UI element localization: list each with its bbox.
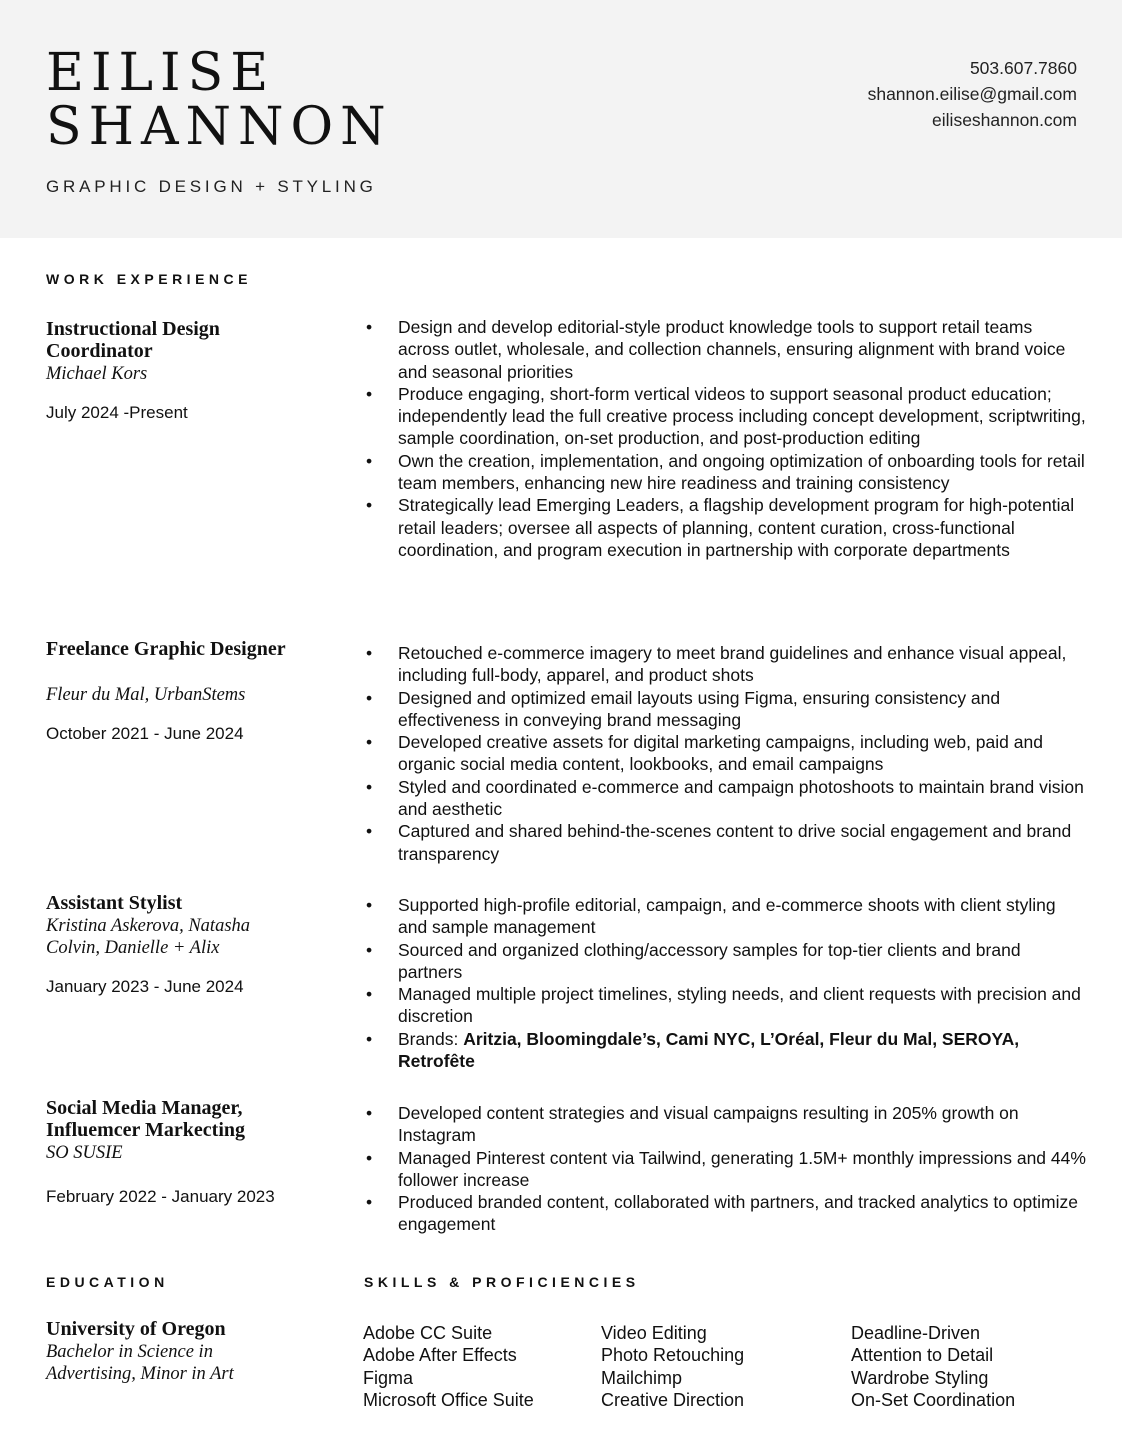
work-experience-heading: WORK EXPERIENCE: [46, 271, 252, 287]
job-bullet: • Produced branded content, collaborated with partners, and tracked analytics to optimize engagement: [398, 1191, 1088, 1236]
job-dates: February 2022 - January 2023: [46, 1187, 275, 1206]
phone-number[interactable]: 503.607.7860: [969, 58, 1077, 78]
job-company: SO SUSIE: [46, 1143, 123, 1163]
first-name: EILISE: [46, 43, 276, 103]
skill-item: Video Editing: [601, 1323, 707, 1343]
skill-item: Microsoft Office Suite: [363, 1389, 534, 1410]
job-title: Social Media Manager, Influemcer Markecting: [46, 1097, 246, 1141]
brands-label: Brands:: [398, 1028, 464, 1049]
job-dates: July 2024 -Present: [46, 403, 188, 422]
job-bullet: • Own the creation, implementation, and ongoing optimization of onboarding tools for retail team members, enhancing new hire readiness and training consistency: [398, 450, 1088, 495]
website-link[interactable]: eiliseshannon.com: [932, 110, 1077, 130]
job-bullet: • Managed multiple project timelines, styling needs, and client requests with precision and discretion: [398, 983, 1088, 1028]
job-dates: October 2021 - June 2024: [46, 724, 244, 743]
job-bullet: • Designed and optimized email layouts using Figma, ensuring consistency and effectiveness in conveying brand messaging: [398, 687, 1088, 732]
job-title: Instructional Design Coordinator: [46, 318, 220, 362]
school-name: University of Oregon: [46, 1318, 226, 1340]
email-address[interactable]: shannon.eilise@gmail.com: [867, 84, 1077, 104]
job-bullet: • Strategically lead Emerging Leaders, a flagship development program for high-potential retail leaders; oversee all aspects of planning, content curation, cross-functional coordination, and program execution in partnership with corporate departments: [398, 494, 1088, 561]
skill-item: Mailchimp: [601, 1367, 683, 1388]
job-bullet: • Produce engaging, short-form vertical videos to support seasonal product education; independently lead the full creative process including concept development, scriptwriting, sample coordination, on-set production, and post-production editing: [398, 383, 1088, 450]
job-bullet: • Sourced and organized clothing/accessory samples for top-tier clients and brand partners: [398, 939, 1088, 984]
job-company: Kristina Askerova, Natasha Colvin, Danielle + Alix: [46, 916, 251, 958]
education-heading: EDUCATION: [46, 1274, 169, 1290]
skill-item: On-Set Coordination: [851, 1389, 1016, 1410]
skill-item: Creative Direction: [601, 1389, 745, 1410]
skill-item: Photo Retouching: [601, 1345, 745, 1366]
skill-item: Adobe After Effects: [363, 1345, 517, 1366]
job-bullets: [398, 316, 1088, 561]
brands-list: Aritzia, Bloomingdale’s, Cami NYC, L’Oréal, Fleur du Mal, SEROYA, Retrofête: [398, 1028, 1020, 1072]
job-dates: January 2023 - June 2024: [46, 977, 244, 996]
skills-column-1: [363, 1322, 534, 1411]
job-bullets: [398, 1102, 1088, 1236]
job-title: Freelance Graphic Designer: [46, 638, 286, 660]
job-bullet: • Captured and shared behind-the-scenes content to drive social engagement and brand transparency: [398, 820, 1088, 865]
degree: Bachelor in Science in Advertising, Minor in Art: [46, 1342, 234, 1384]
job-bullet-brands: [398, 1028, 1088, 1073]
skill-item: Deadline-Driven: [851, 1323, 981, 1343]
skills-heading: SKILLS & PROFICIENCIES: [364, 1274, 640, 1290]
contact-info: [868, 55, 1077, 133]
job-bullets: [398, 642, 1088, 865]
job-bullet: • Developed creative assets for digital marketing campaigns, including web, paid and organic social media content, lookbooks, and email campaigns: [398, 731, 1088, 776]
job-bullet: • Developed content strategies and visual campaigns resulting in 205% growth on Instagram: [398, 1102, 1088, 1147]
skill-item: Wardrobe Styling: [851, 1367, 989, 1388]
skills-column-3: [851, 1322, 1015, 1411]
skills-column-2: [601, 1322, 744, 1411]
job-company: Fleur du Mal, UrbanStems: [46, 685, 246, 705]
header-band: [0, 0, 1122, 238]
job-bullet: • Styled and coordinated e-commerce and campaign photoshoots to maintain brand vision and aesthetic: [398, 776, 1088, 821]
job-title: Assistant Stylist: [46, 892, 183, 914]
job-bullets: [398, 894, 1088, 1072]
job-bullet: • Managed Pinterest content via Tailwind, generating 1.5M+ monthly impressions and 44% follower increase: [398, 1147, 1088, 1192]
job-bullet: • Design and develop editorial-style product knowledge tools to support retail teams across outlet, wholesale, and collection channels, ensuring alignment with brand voice and seasonal priorities: [398, 316, 1088, 383]
last-name: SHANNON: [46, 97, 393, 157]
skill-item: Adobe CC Suite: [363, 1323, 493, 1343]
tagline: GRAPHIC DESIGN + STYLING: [46, 177, 377, 196]
job-bullet: • Supported high-profile editorial, campaign, and e-commerce shoots with client styling and sample management: [398, 894, 1088, 939]
skill-item: Attention to Detail: [851, 1345, 994, 1366]
job-bullet: • Retouched e-commerce imagery to meet brand guidelines and enhance visual appeal, including full-body, apparel, and product shots: [398, 642, 1088, 687]
skill-item: Figma: [363, 1367, 414, 1388]
job-company: Michael Kors: [46, 364, 148, 384]
candidate-name: [46, 43, 393, 157]
